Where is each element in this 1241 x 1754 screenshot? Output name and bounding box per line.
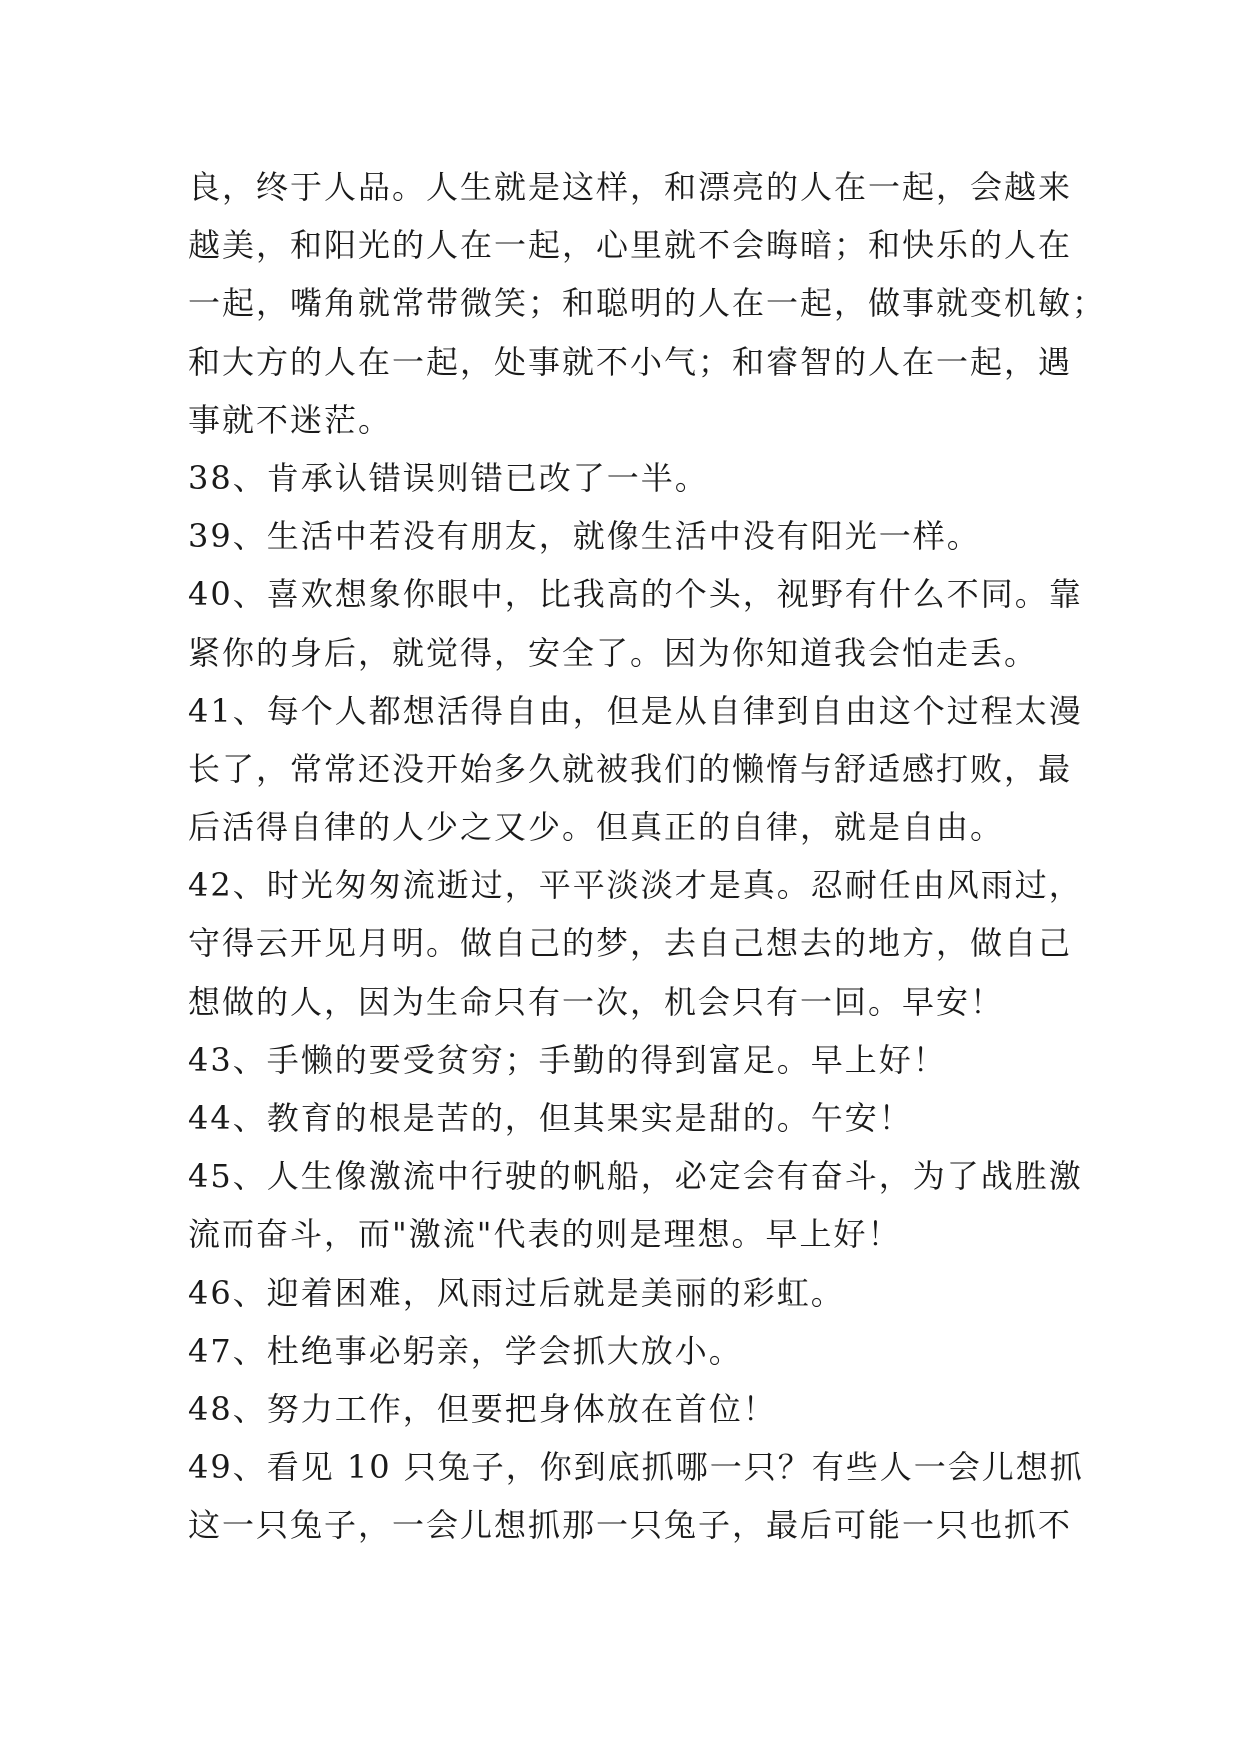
text-line: 守得云开见月明。做自己的梦，去自己想去的地方，做自己 xyxy=(188,924,1073,963)
text-line: 后活得自律的人少之又少。但真正的自律，就是自由。 xyxy=(188,808,1005,847)
text-line: 49、看见 10 只兔子，你到底抓哪一只？有些人一会儿想抓 xyxy=(188,1448,1084,1487)
text-line: 紧你的身后，就觉得，安全了。因为你知道我会怕走丢。 xyxy=(188,633,1039,672)
text-line: 长了，常常还没开始多久就被我们的懒惰与舒适感打败，最 xyxy=(188,749,1073,788)
text-line: 和大方的人在一起，处事就不小气；和睿智的人在一起，遇 xyxy=(188,342,1073,381)
text-line: 48、努力工作，但要把身体放在首位！ xyxy=(188,1389,777,1428)
text-line: 39、生活中若没有朋友，就像生活中没有阳光一样。 xyxy=(188,517,981,556)
text-line: 40、喜欢想象你眼中，比我高的个头，视野有什么不同。靠 xyxy=(188,575,1083,614)
text-line: 47、杜绝事必躬亲，学会抓大放小。 xyxy=(188,1331,743,1370)
text-line: 越美，和阳光的人在一起，心里就不会晦暗；和快乐的人在 xyxy=(188,226,1073,265)
text-line: 事就不迷茫。 xyxy=(188,400,393,439)
text-line: 46、迎着困难，风雨过后就是美丽的彩虹。 xyxy=(188,1273,845,1312)
text-line: 良，终于人品。人生就是这样，和漂亮的人在一起，会越来 xyxy=(188,168,1073,206)
text-line: 43、手懒的要受贫穷；手勤的得到富足。早上好！ xyxy=(188,1040,947,1079)
text-line: 45、人生像激流中行驶的帆船，必定会有奋斗，为了战胜激 xyxy=(188,1157,1083,1196)
text-line: 41、每个人都想活得自由，但是从自律到自由这个过程太漫 xyxy=(188,691,1083,730)
text-line: 44、教育的根是苦的，但其果实是甜的。午安！ xyxy=(188,1099,913,1137)
text-line: 38、肯承认错误则错已改了一半。 xyxy=(188,458,709,497)
text-line: 这一只兔子，一会儿想抓那一只兔子，最后可能一只也抓不 xyxy=(188,1506,1073,1545)
text-line: 想做的人，因为生命只有一次，机会只有一回。早安！ xyxy=(188,982,1005,1021)
body-text xyxy=(188,158,1107,1555)
text-line: 42、时光匆匆流逝过，平平淡淡才是真。忍耐任由风雨过， xyxy=(188,866,1083,905)
text-line: 一起，嘴角就常带微笑；和聪明的人在一起，做事就变机敏； xyxy=(188,284,1107,323)
text-line: 流而奋斗，而"激流"代表的则是理想。早上好！ xyxy=(188,1215,902,1254)
